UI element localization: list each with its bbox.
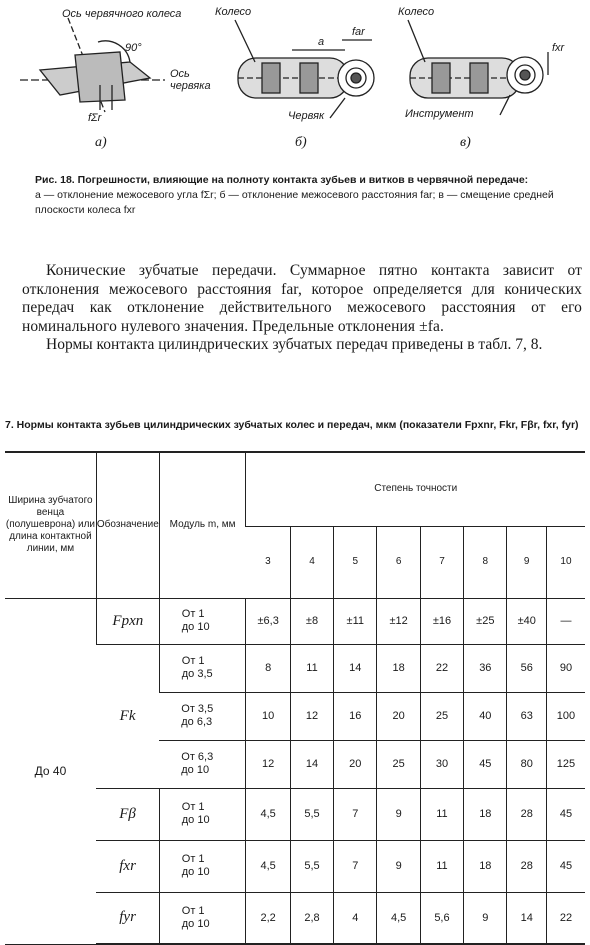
value-cell: 5,5 — [290, 788, 333, 840]
label-f-sigma: fΣr — [88, 112, 102, 124]
value-cell: ±6,3 — [246, 598, 290, 644]
value-cell: 4,5 — [246, 840, 290, 892]
value-cell: 4,5 — [246, 788, 290, 840]
value-cell: 18 — [464, 788, 507, 840]
grade-cell: 5 — [334, 526, 377, 598]
value-cell: 20 — [334, 740, 377, 788]
value-cell: 36 — [464, 644, 507, 692]
value-cell: 10 — [246, 692, 290, 740]
module-cell: От 1 до 10 — [159, 892, 246, 944]
subfig-a: а) — [95, 135, 107, 150]
subfig-b: б) — [295, 135, 307, 150]
value-cell: ±11 — [334, 598, 377, 644]
value-cell: 9 — [377, 840, 420, 892]
value-cell: ±25 — [464, 598, 507, 644]
grade-cell: 3 — [246, 526, 290, 598]
module-cell: От 1 до 3,5 — [159, 644, 246, 692]
label-fxr: fxr — [552, 42, 565, 54]
header-designation: Обозначение — [96, 452, 159, 598]
caption-text: а — отклонение межосевого угла fΣr; б — отклонение межосевого расстояния far; в — смещение средней плоскости колеса fxr — [35, 189, 554, 216]
grade-cell: 9 — [507, 526, 546, 598]
figure-caption — [35, 173, 565, 218]
value-cell: 2,2 — [246, 892, 290, 944]
value-cell: ±8 — [290, 598, 333, 644]
paragraph-conical: Конические зубчатые передачи. Суммарное пятно контакта зависит от отклонения межосевого расстояния far, которое определяется для конических передач как отклонение действительного межосевого расстояния от его номинального нулевого значения. Предельные отклонения ±fa. — [22, 262, 582, 335]
designation-cell: Fβ — [96, 788, 159, 840]
header-accuracy: Степень точности — [246, 452, 585, 526]
value-cell: 25 — [420, 692, 463, 740]
value-cell: 45 — [546, 840, 585, 892]
label-wheel-c: Колесо — [398, 6, 435, 18]
table-row — [5, 598, 585, 644]
value-cell: 7 — [334, 840, 377, 892]
header-width: Ширина зубчатого венца (полушеврона) или длина контактной линии, мм — [5, 452, 96, 598]
value-cell: 100 — [546, 692, 585, 740]
label-wheel-b: Колесо — [215, 6, 252, 18]
value-cell: 56 — [507, 644, 546, 692]
grade-cell: 10 — [546, 526, 585, 598]
value-cell: 28 — [507, 788, 546, 840]
value-cell: 14 — [290, 740, 333, 788]
value-cell: 9 — [377, 788, 420, 840]
paragraph-norms: Нормы контакта цилиндрических зубчатых передач приведены в табл. 7, 8. — [46, 336, 543, 353]
value-cell: ±16 — [420, 598, 463, 644]
grade-cell: 8 — [464, 526, 507, 598]
module-cell: От 1 до 10 — [159, 840, 246, 892]
value-cell: 5,6 — [420, 892, 463, 944]
value-cell: 20 — [377, 692, 420, 740]
value-cell: 14 — [334, 644, 377, 692]
designation-cell: Fk — [96, 644, 159, 788]
value-cell: 18 — [377, 644, 420, 692]
label-worm: Червяк — [288, 110, 325, 122]
value-cell: 22 — [546, 892, 585, 944]
value-cell: 11 — [290, 644, 333, 692]
value-cell: 14 — [507, 892, 546, 944]
value-cell: 40 — [464, 692, 507, 740]
value-cell: 30 — [420, 740, 463, 788]
header-module: Модуль m, мм — [159, 452, 246, 598]
value-cell: 4 — [334, 892, 377, 944]
value-cell: 63 — [507, 692, 546, 740]
value-cell: 28 — [507, 840, 546, 892]
table-body — [5, 598, 585, 944]
value-cell: 11 — [420, 788, 463, 840]
contact-norms-table — [5, 451, 585, 945]
value-cell: 8 — [246, 644, 290, 692]
body-text — [22, 262, 582, 355]
value-cell: ±12 — [377, 598, 420, 644]
value-cell: 2,8 — [290, 892, 333, 944]
label-tool: Инструмент — [405, 108, 474, 120]
value-cell: 125 — [546, 740, 585, 788]
value-cell: — — [546, 598, 585, 644]
grade-cell: 7 — [420, 526, 463, 598]
value-cell: 45 — [546, 788, 585, 840]
label-angle: 90° — [125, 42, 142, 54]
value-cell: 25 — [377, 740, 420, 788]
value-cell: ±40 — [507, 598, 546, 644]
figure-18 — [0, 0, 590, 165]
value-cell: 11 — [420, 840, 463, 892]
value-cell: 5,5 — [290, 840, 333, 892]
module-cell: От 3,5 до 6,3 — [159, 692, 246, 740]
value-cell: 45 — [464, 740, 507, 788]
module-cell: От 6,3 до 10 — [159, 740, 246, 788]
label-worm-axis: Ось червяка — [170, 68, 211, 92]
label-a: a — [318, 36, 325, 48]
table-title: 7. Нормы контакта зубьев цилиндрических зубчатых колес и передач, мкм (показатели Fpxnr, Fkr, Fβr, fxr, fyr) — [5, 419, 579, 431]
designation-cell: fxr — [96, 840, 159, 892]
designation-cell: Fpxn — [96, 598, 159, 644]
subfig-c: в) — [460, 135, 471, 150]
value-cell: 9 — [464, 892, 507, 944]
value-cell: 16 — [334, 692, 377, 740]
label-wheel-axis: Ось червячного колеса — [62, 8, 182, 20]
value-cell: 80 — [507, 740, 546, 788]
value-cell: 22 — [420, 644, 463, 692]
module-cell: От 1 до 10 — [159, 598, 246, 644]
grade-cell: 4 — [290, 526, 333, 598]
value-cell: 12 — [246, 740, 290, 788]
caption-title: Рис. 18. Погрешности, влияющие на полноту контакта зубьев и витков в червячной передаче: — [35, 174, 529, 186]
designation-cell: fyr — [96, 892, 159, 944]
value-cell: 18 — [464, 840, 507, 892]
value-cell: 12 — [290, 692, 333, 740]
module-cell: От 1 до 10 — [159, 788, 246, 840]
value-cell: 7 — [334, 788, 377, 840]
grade-cell: 6 — [377, 526, 420, 598]
width-cell: До 40 — [5, 598, 96, 944]
label-far: far — [352, 26, 365, 38]
value-cell: 90 — [546, 644, 585, 692]
value-cell: 4,5 — [377, 892, 420, 944]
